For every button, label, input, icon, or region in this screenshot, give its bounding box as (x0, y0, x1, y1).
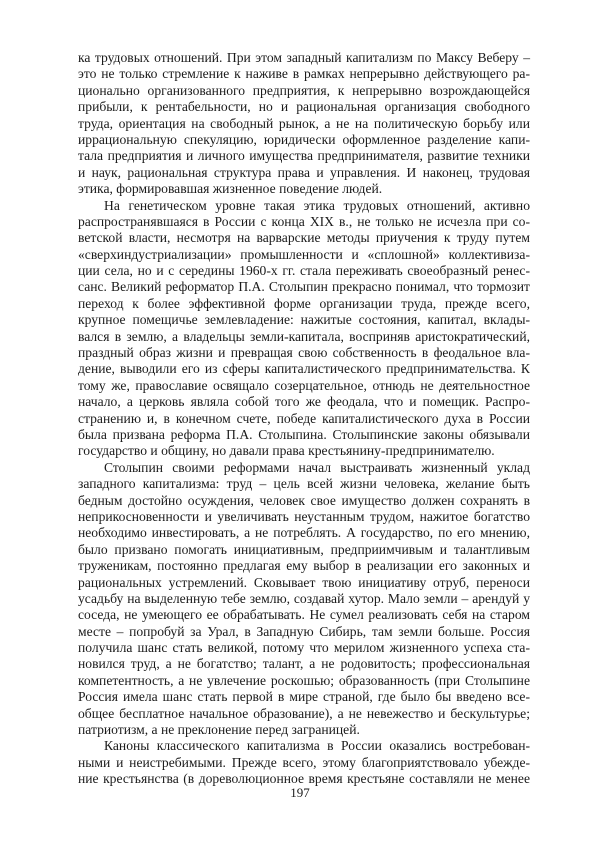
text-line: переход к более эффективной форме организации труда, прежде всего, (78, 295, 530, 311)
text-line: этика, формировавшая жизненное поведение людей. (78, 181, 383, 197)
text-line: месте – попробуй за Урал, в Западную Сибирь, там земли больше. Россия (78, 623, 530, 639)
text-line: получила шанс стать великой, потому что мерилом жизненного успеха ста- (78, 640, 530, 656)
text-line: праздный образ жизни и превращая свою собственность в феодальное вла- (78, 345, 530, 361)
text-line: странению и, в конечном счете, победе капиталистического духа в России (78, 410, 530, 426)
paragraph-2 (78, 198, 530, 460)
text-line: была призвана реформа П.А. Столыпина. Столыпинские законы обязывали (78, 426, 530, 442)
page-number: 197 (290, 785, 310, 800)
text-line: иррациональную спекуляцию, юридически оформленное разделение капи- (78, 131, 530, 147)
text-line: ционально организованного предприятия, к непрерывно возрождающейся (78, 82, 530, 98)
text-line: ции села, но и с середины 1960-х гг. стала переживать своеобразный ренес- (78, 263, 530, 279)
text-line: крупное помещичье землевладение: нажитые состояния, капитал, вклады- (78, 312, 530, 328)
text-line: распространявшаяся в России с конца XIX в., не только не исчезла при со- (78, 213, 530, 229)
text-line: неприкосновенности и увеличивать неустанным трудом, нажитое богатство (78, 508, 530, 524)
text-line: прибыли, к рентабельности, но и рациональная организация свободного (78, 99, 530, 115)
text-line: тала предприятия и личного имущества предпринимателя, развитие техники (78, 148, 530, 164)
text-line: начало, а церковь являла собой того же феодала, что и помещик. Распро- (78, 394, 530, 410)
paragraph-4 (78, 738, 530, 787)
text-line: ние крестьянства (в дореволюционное время крестьяне составляли не менее (78, 771, 530, 787)
text-line: На генетическом уровне такая этика трудовых отношений, активно (104, 197, 530, 213)
text-line: западного капитализма: труд – цель всей жизни человека, желание быть (78, 476, 530, 492)
text-line: это не только стремление к наживе в рамках непрерывно действующего ра- (78, 66, 530, 82)
text-line: тому же, православие освящало созерцательное, отнюдь не деятельностное (78, 377, 530, 393)
text-line: Столыпин своими реформами начал выстраивать жизненный уклад (104, 459, 530, 475)
text-line: компетентность, а не увлечение роскошью; образованность (при Столыпине (78, 672, 530, 688)
text-line: и наук, рациональная структура права и управления. И наконец, трудовая (78, 164, 530, 180)
text-line: было призвано помогать инициативным, предприимчивым и талантливым (78, 541, 530, 557)
text-line: ветской власти, несмотря на варварские методы приучения к труду путем (78, 230, 530, 246)
document-page (78, 50, 530, 788)
paragraph-1 (78, 50, 530, 198)
text-line: бедным достойно осуждения, человек свое имущество должен сохранять в (78, 492, 530, 508)
text-line: «сверхиндустриализации» промышленности и «сплошной» коллективиза- (78, 246, 530, 262)
text-line: государство и общину, но давали права крестьянину-предпринимателю. (78, 443, 495, 459)
text-line: санс. Великий реформатор П.А. Столыпин прекрасно понимал, что тормозит (78, 279, 530, 295)
text-line: Каноны классического капитализма в России оказались востребован- (104, 738, 530, 754)
text-line: соседа, не умеющего ее обрабатывать. Не сумел реализовать себя на старом (78, 607, 530, 623)
text-line: дение, выводили его из сферы капиталистического предпринимательства. К (78, 361, 530, 377)
text-line: необходимо инвестировать, а не потреблять. А государство, по его мнению, (78, 525, 530, 541)
text-line: общее бесплатное начальное образование), а не невежество и бескультурье; (78, 705, 530, 721)
text-line: труженикам, постоянно предлагая ему выбор в реализации его законных и (78, 558, 530, 574)
text-line: вался в землю, а владельцы земли-капитала, восприняв аристократический, (78, 328, 530, 344)
text-line: рациональных устремлений. Сковывает твою инициативу отруб, переноси (78, 574, 530, 590)
text-line: усадьбу на выделенную тебе землю, создавай хутор. Мало земли – арендуй у (78, 590, 530, 606)
text-line: Россия имела шанс стать первой в мире страной, где было бы введено все- (78, 689, 530, 705)
text-line: новился труд, а не богатство; талант, а не родовитость; профессиональная (78, 656, 530, 672)
text-line: ка трудовых отношений. При этом западный капитализм по Максу Веберу – (78, 50, 530, 65)
text-line: патриотизм, а не преклонение перед заграницей. (78, 722, 360, 738)
paragraph-3 (78, 460, 530, 739)
text-line: ными и неистребимыми. Прежде всего, этому благоприятствовало убежде- (78, 754, 530, 770)
text-line: труда, ориентация на свободный рынок, а не на политическую борьбу или (78, 115, 530, 131)
